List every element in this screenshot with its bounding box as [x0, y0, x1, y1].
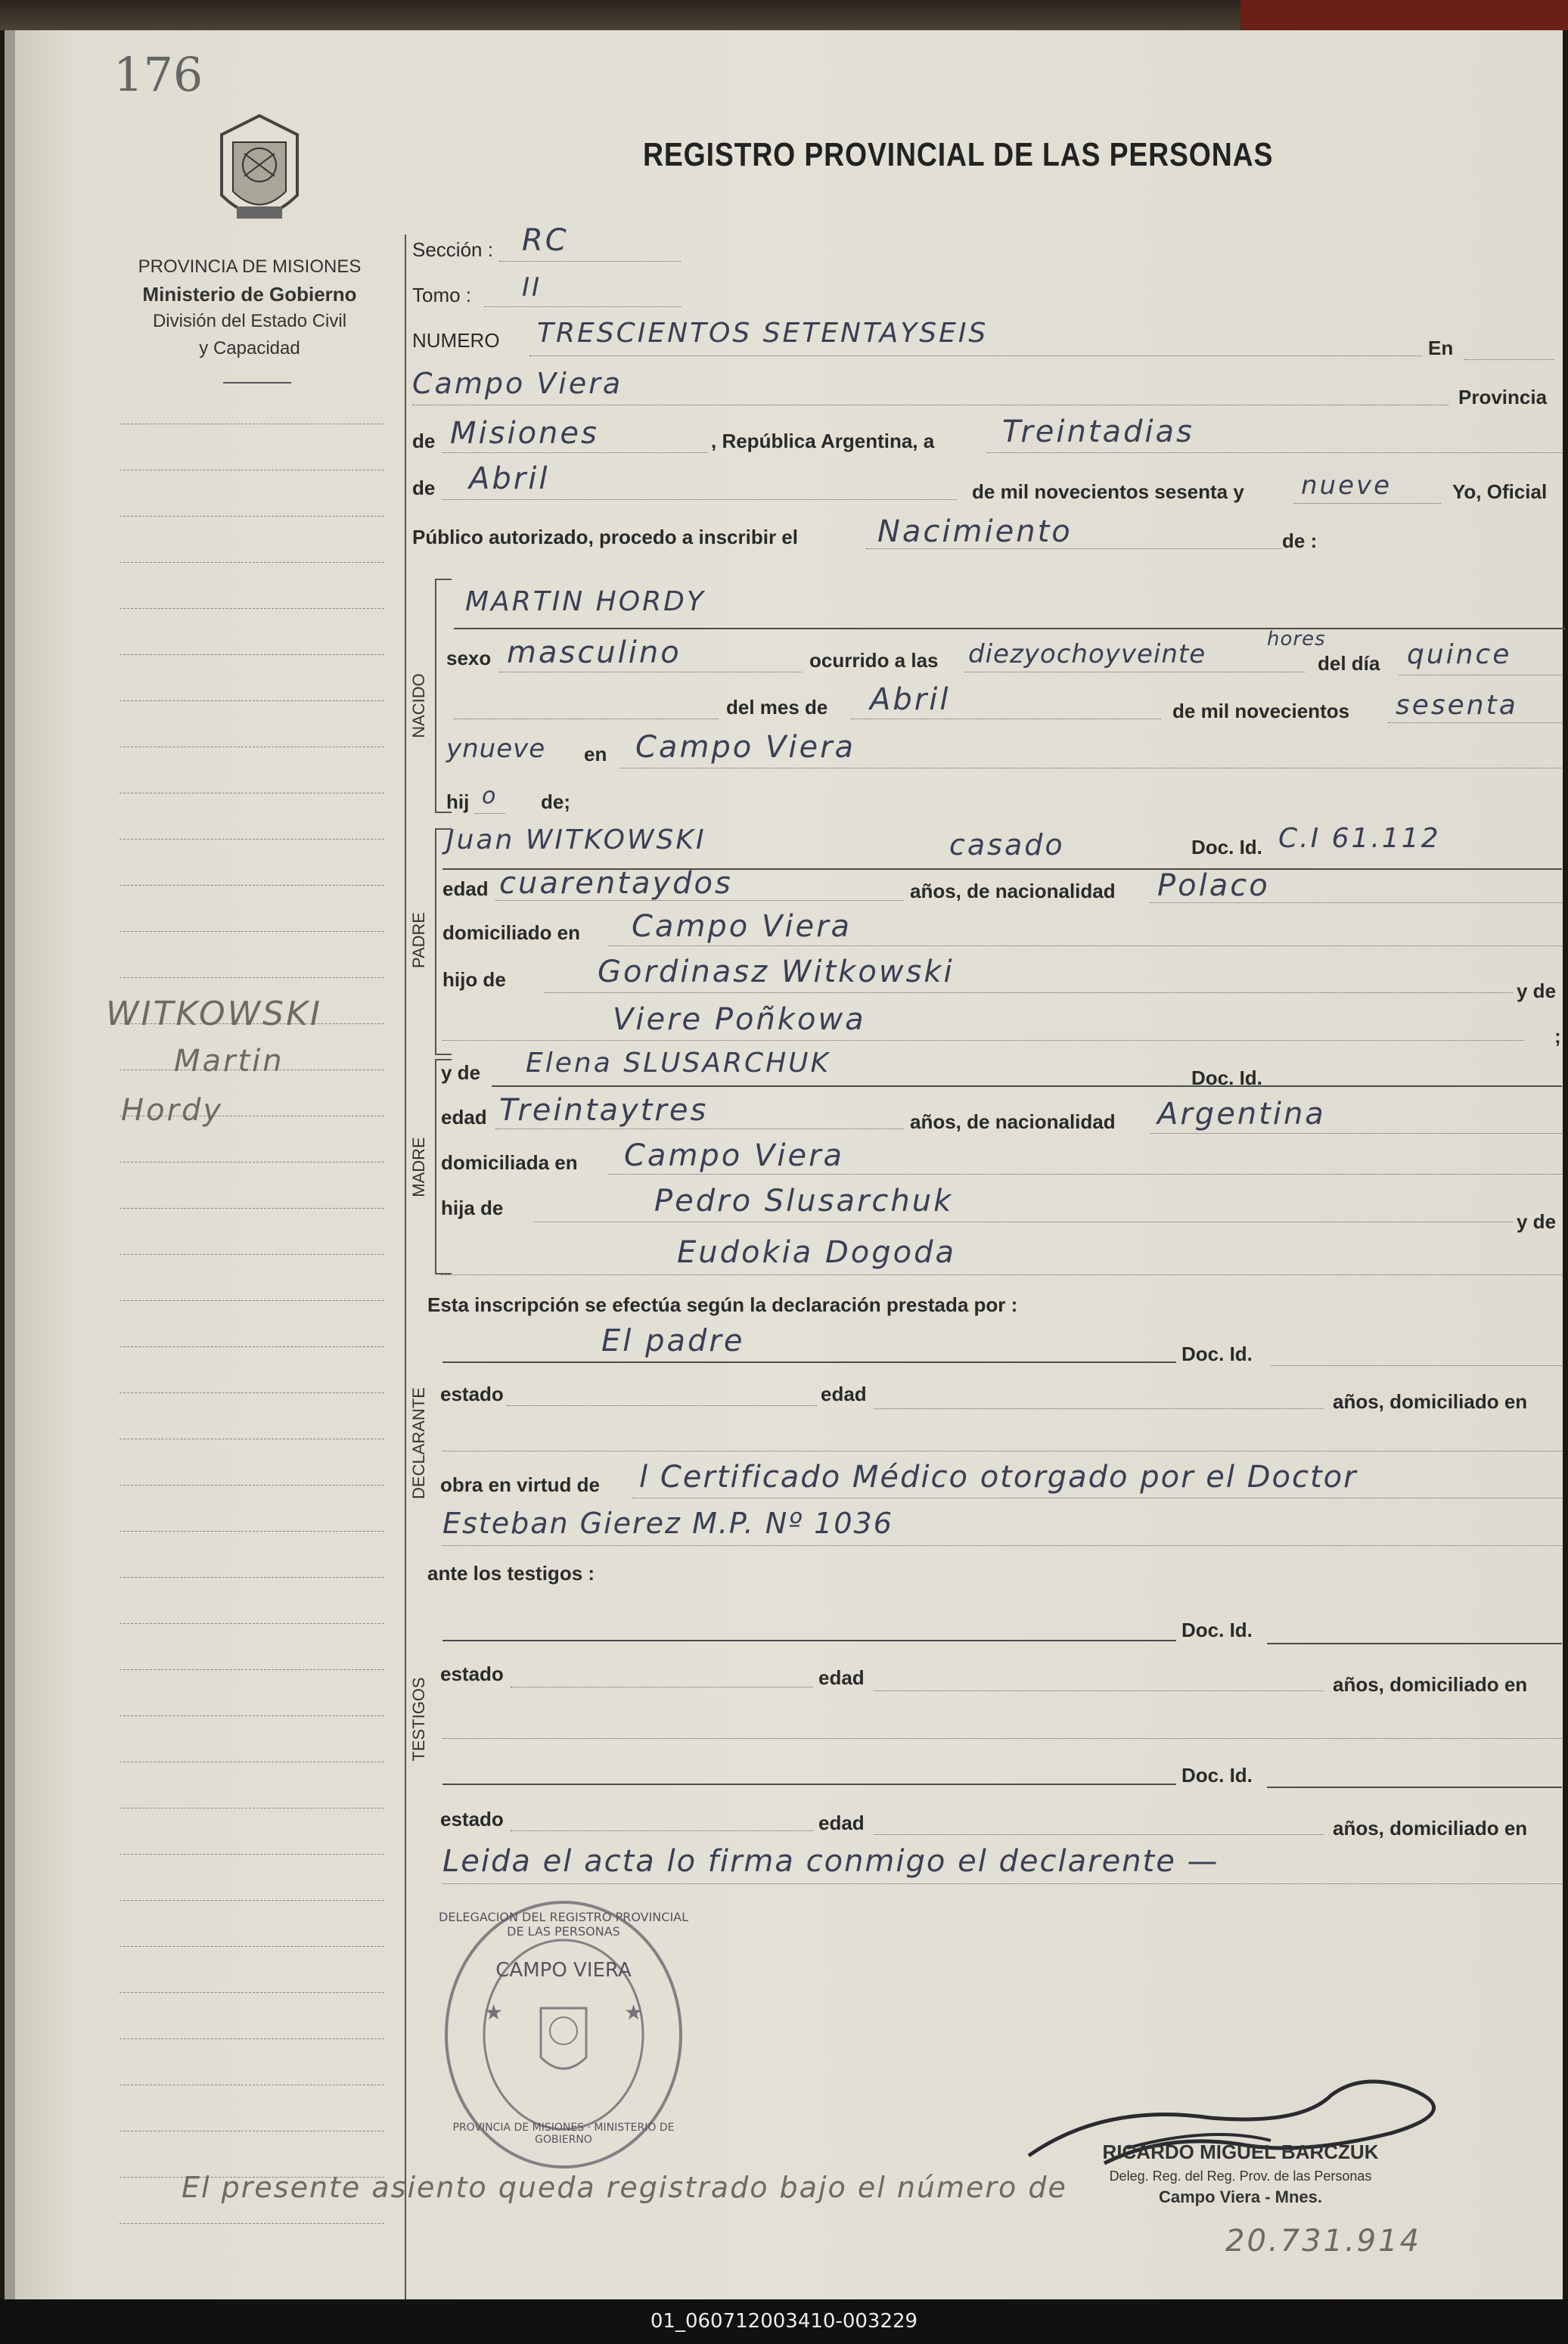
stamp-inner-text: CAMPO VIERA: [495, 1959, 632, 1982]
margin-rule-line: [120, 1992, 384, 1993]
label-de-semi: de;: [541, 790, 570, 813]
label-father-dom: domiciliado en: [442, 921, 581, 944]
label-declarant-estado: estado: [440, 1383, 504, 1405]
value-hours-word: hores: [1267, 628, 1326, 650]
line-witness1-doc: [1267, 1643, 1562, 1644]
label-seccion: Sección :: [412, 238, 493, 261]
book-cover-edge: [1240, 0, 1568, 30]
label-numero: NUMERO: [412, 329, 500, 352]
line-m-grandmother: [441, 1274, 1562, 1275]
value-father-nac: Polaco: [1157, 868, 1270, 903]
signer-name: RICARDO MIGUEL BARCZUK: [1102, 2141, 1379, 2163]
margin-rule-line: [120, 608, 384, 609]
label-republica: , República Argentina, a: [711, 430, 935, 452]
line-closing: [442, 1883, 1562, 1884]
label-sexo: sexo: [446, 647, 492, 669]
dni-number: 20.731.914: [1225, 2224, 1422, 2259]
line-province: [442, 452, 707, 453]
value-m-grandfather: Pedro Slusarchuk: [654, 1184, 954, 1219]
line-mother-dom: [609, 1174, 1562, 1175]
org-line-province: PROVINCIA DE MISIONES: [138, 256, 362, 277]
province-crest-icon: [210, 112, 309, 237]
label-y-de-mother2: y de: [1517, 1210, 1557, 1233]
label-witness1-doc: Doc. Id.: [1181, 1619, 1253, 1641]
margin-rule-line: [120, 1346, 384, 1347]
margin-rule-line: [120, 2223, 384, 2224]
line-en: [1464, 359, 1554, 360]
value-father-dom: Campo Viera: [632, 909, 852, 944]
section-testigos: TESTIGOS: [409, 1677, 428, 1762]
value-birth-year-b: ynueve: [446, 734, 546, 764]
svg-text:★: ★: [484, 2000, 504, 2025]
section-nacido: NACIDO: [409, 673, 428, 738]
label-witness2-estado: estado: [440, 1808, 504, 1830]
line-mother: [492, 1085, 1562, 1087]
label-mil-nov-birth: de mil novecientos: [1172, 700, 1350, 722]
line-name: [454, 628, 1566, 629]
line-witness2-estado: [511, 1830, 813, 1831]
bottom-note: El presente asiento queda registrado bajo el número de: [182, 2171, 1067, 2204]
official-stamp: [439, 1895, 688, 2175]
margin-rule-line: [120, 1162, 384, 1163]
label-de-province: de: [412, 430, 436, 452]
section-declarante: DECLARANTE: [409, 1387, 428, 1499]
label-provincia: Provincia: [1458, 386, 1548, 408]
label-declarant-edad: edad: [821, 1383, 867, 1405]
value-year: nueve: [1301, 470, 1393, 501]
document-title: REGISTRO PROVINCIAL DE LAS PERSONAS: [643, 136, 1274, 173]
margin-second-name: Hordy: [121, 1093, 224, 1128]
signer-place: Campo Viera - Mnes.: [1159, 2187, 1322, 2206]
line-witness2-edad: [874, 1834, 1324, 1835]
line-witness2-doc: [1267, 1787, 1562, 1788]
value-hour: diezyochoyveinte: [968, 639, 1206, 669]
label-ocurrido: ocurrido a las: [809, 649, 939, 672]
margin-rule-line: [120, 1854, 384, 1855]
value-birth-place: Campo Viera: [635, 730, 856, 765]
margin-rule-line: [120, 1946, 384, 1947]
label-hija-de: hija de: [441, 1197, 504, 1219]
label-yo-oficial: Yo, Oficial: [1452, 480, 1548, 503]
value-dia: quince: [1407, 639, 1512, 670]
value-father-name: Juan WITKOWSKI: [446, 824, 706, 855]
line-hij: [475, 813, 505, 814]
label-declarant-doc: Doc. Id.: [1181, 1343, 1253, 1365]
margin-rule-line: [120, 1577, 384, 1578]
label-semicolon: ;: [1554, 1025, 1561, 1048]
margin-rule-line: [120, 1715, 384, 1716]
line-declarant-doc: [1271, 1365, 1562, 1366]
label-obra: obra en virtud de: [440, 1473, 600, 1496]
line-tomo: [484, 306, 681, 307]
org-line-division: División del Estado Civil: [152, 311, 347, 331]
label-witness2-doc: Doc. Id.: [1181, 1764, 1253, 1787]
margin-rule-line: [120, 700, 384, 701]
section-madre: MADRE: [409, 1137, 428, 1197]
line-day: [987, 452, 1562, 453]
margin-name: Martin: [174, 1044, 284, 1079]
value-obra-a: l Certificado Médico otorgado por el Doctor: [639, 1460, 1358, 1495]
margin-divider: [405, 234, 406, 2322]
label-y-de-mother: y de: [441, 1061, 481, 1084]
document-page: [5, 30, 1563, 2299]
signature-block: [1014, 2141, 1467, 2207]
label-mother-doc: Doc. Id.: [1191, 1066, 1262, 1089]
value-closing: Leida el acta lo firma conmigo el declarente —: [442, 1844, 1219, 1879]
label-del-dia: del día: [1318, 652, 1380, 675]
line-witness2: [442, 1784, 1176, 1785]
label-father-doc: Doc. Id.: [1191, 836, 1262, 858]
org-divider: [223, 382, 291, 383]
line-birth-year: [1388, 722, 1562, 723]
margin-rule-line: [120, 516, 384, 517]
value-act: Nacimiento: [877, 514, 1073, 549]
margin-rule-line: [120, 839, 384, 840]
margin-rule-line: [120, 1669, 384, 1670]
label-mother-edad: edad: [441, 1106, 487, 1129]
value-mother-dom: Campo Viera: [624, 1138, 845, 1173]
label-mil-novecientos: de mil novecientos sesenta y: [972, 480, 1244, 503]
org-line-ministry: Ministerio de Gobierno: [142, 283, 357, 306]
label-en: En: [1428, 337, 1454, 359]
line-witness1: [442, 1640, 1176, 1641]
org-line-capacity: y Capacidad: [199, 338, 300, 359]
margin-rule-line: [120, 977, 384, 978]
label-de-month: de: [412, 477, 436, 499]
label-ante: ante los testigos :: [427, 1562, 595, 1585]
svg-text:★: ★: [624, 2000, 644, 2025]
line-declarant-edad: [874, 1408, 1324, 1409]
label-del-mes: del mes de: [726, 696, 828, 719]
value-tomo: II: [522, 272, 542, 303]
label-publico: Público autorizado, procedo a inscribir el: [412, 526, 798, 548]
margin-rule-line: [120, 1254, 384, 1255]
line-declarant-estado: [507, 1405, 817, 1406]
value-numero: TRESCIENTOS SETENTAYSEIS: [537, 318, 989, 349]
label-de-colon: de :: [1282, 529, 1318, 552]
margin-rule-line: [120, 1623, 384, 1624]
value-mother-name: Elena SLUSARCHUK: [526, 1048, 831, 1079]
margin-rule-line: [120, 931, 384, 932]
value-grandmother: Viere Poñkowa: [613, 1002, 866, 1037]
value-obra-b: Esteban Gierez M.P. Nº 1036: [442, 1507, 893, 1540]
line-month: [442, 499, 957, 500]
bracket-nacido: [435, 579, 452, 813]
value-place: Campo Viera: [412, 367, 623, 400]
value-declarant: El padre: [601, 1324, 745, 1358]
margin-rule-line: [120, 1300, 384, 1301]
stamp-outer-text: DELEGACION DEL REGISTRO PROVINCIAL DE LAS PERSONAS: [439, 1910, 689, 1939]
value-month: Abril: [469, 461, 550, 496]
value-father-doc: C.I 61.112: [1278, 823, 1441, 854]
line-mother-nac: [1150, 1133, 1562, 1134]
label-father-nac: años, de nacionalidad: [910, 880, 1116, 902]
margin-rule-line: [120, 885, 384, 886]
value-m-grandmother: Eudokia Dogoda: [677, 1235, 957, 1270]
label-witness1-estado: estado: [440, 1663, 504, 1685]
margin-rule-line: [120, 1208, 384, 1209]
value-birth-year-a: sesenta: [1396, 690, 1518, 721]
value-mother-edad: Treintaytres: [499, 1093, 709, 1128]
value-grandfather: Gordinasz Witkowski: [598, 955, 955, 989]
value-seccion: RC: [522, 223, 569, 258]
label-witness2-dom: años, domiciliado en: [1333, 1817, 1528, 1839]
page-number: 176: [113, 47, 203, 102]
label-mother-dom: domiciliada en: [441, 1151, 578, 1174]
signer-role: Deleg. Reg. del Reg. Prov. de las Personas: [1109, 2169, 1372, 2184]
line-seccion: [499, 261, 681, 262]
line-witness1-edad: [874, 1690, 1324, 1691]
line-grandmother: [442, 1040, 1524, 1041]
margin-rule-line: [120, 1531, 384, 1532]
label-inscripcion: Esta inscripción se efectúa según la declaración prestada por :: [427, 1293, 1018, 1316]
image-id-footer: 01_060712003410-003229: [0, 2299, 1568, 2344]
label-y-de-father: y de: [1517, 980, 1557, 1002]
margin-rule-line: [120, 1392, 384, 1393]
line-father-dom: [609, 945, 1562, 946]
value-day: Treintadias: [1002, 414, 1194, 449]
line-grandfather: [545, 992, 1513, 993]
margin-surname: WITKOWSKI: [106, 995, 322, 1033]
label-mother-nac: años, de nacionalidad: [910, 1110, 1116, 1133]
label-hij: hij: [446, 790, 470, 813]
section-padre: PADRE: [409, 911, 428, 969]
value-sexo: masculino: [507, 635, 682, 670]
label-hijo-de: hijo de: [442, 968, 506, 991]
label-witness1-dom: años, domiciliado en: [1333, 1673, 1528, 1696]
value-hijo-letter: o: [482, 783, 497, 809]
line-obra-b: [442, 1545, 1562, 1546]
margin-rule-line: [120, 1900, 384, 1901]
margin-rule-line: [120, 1485, 384, 1486]
margin-rule-line: [120, 654, 384, 655]
label-witness2-edad: edad: [818, 1812, 865, 1834]
line-numero: [529, 355, 1422, 356]
label-declarant-dom: años, domiciliado en: [1333, 1390, 1528, 1413]
issuing-office: [106, 253, 393, 362]
value-mother-nac: Argentina: [1157, 1097, 1326, 1132]
label-witness1-edad: edad: [818, 1666, 865, 1689]
margin-rule-line: [120, 562, 384, 563]
value-father-edad: cuarentaydos: [499, 866, 733, 901]
line-witness1-dom: [442, 1738, 1562, 1739]
stamp-bottom-text: PROVINCIA DE MISIONES · MINISTERIO DE GOBIERNO: [452, 2122, 675, 2146]
value-name: MARTIN HORDY: [465, 586, 706, 617]
label-tomo: Tomo :: [412, 284, 472, 306]
line-declarant: [442, 1361, 1176, 1363]
label-en-birth: en: [584, 743, 607, 765]
value-father-civil: casado: [949, 828, 1065, 862]
value-province: Misiones: [450, 416, 599, 451]
label-father-edad: edad: [442, 877, 489, 900]
line-year: [1293, 503, 1441, 504]
margin-rule-line: [120, 2038, 384, 2039]
value-birth-month: Abril: [870, 682, 951, 717]
